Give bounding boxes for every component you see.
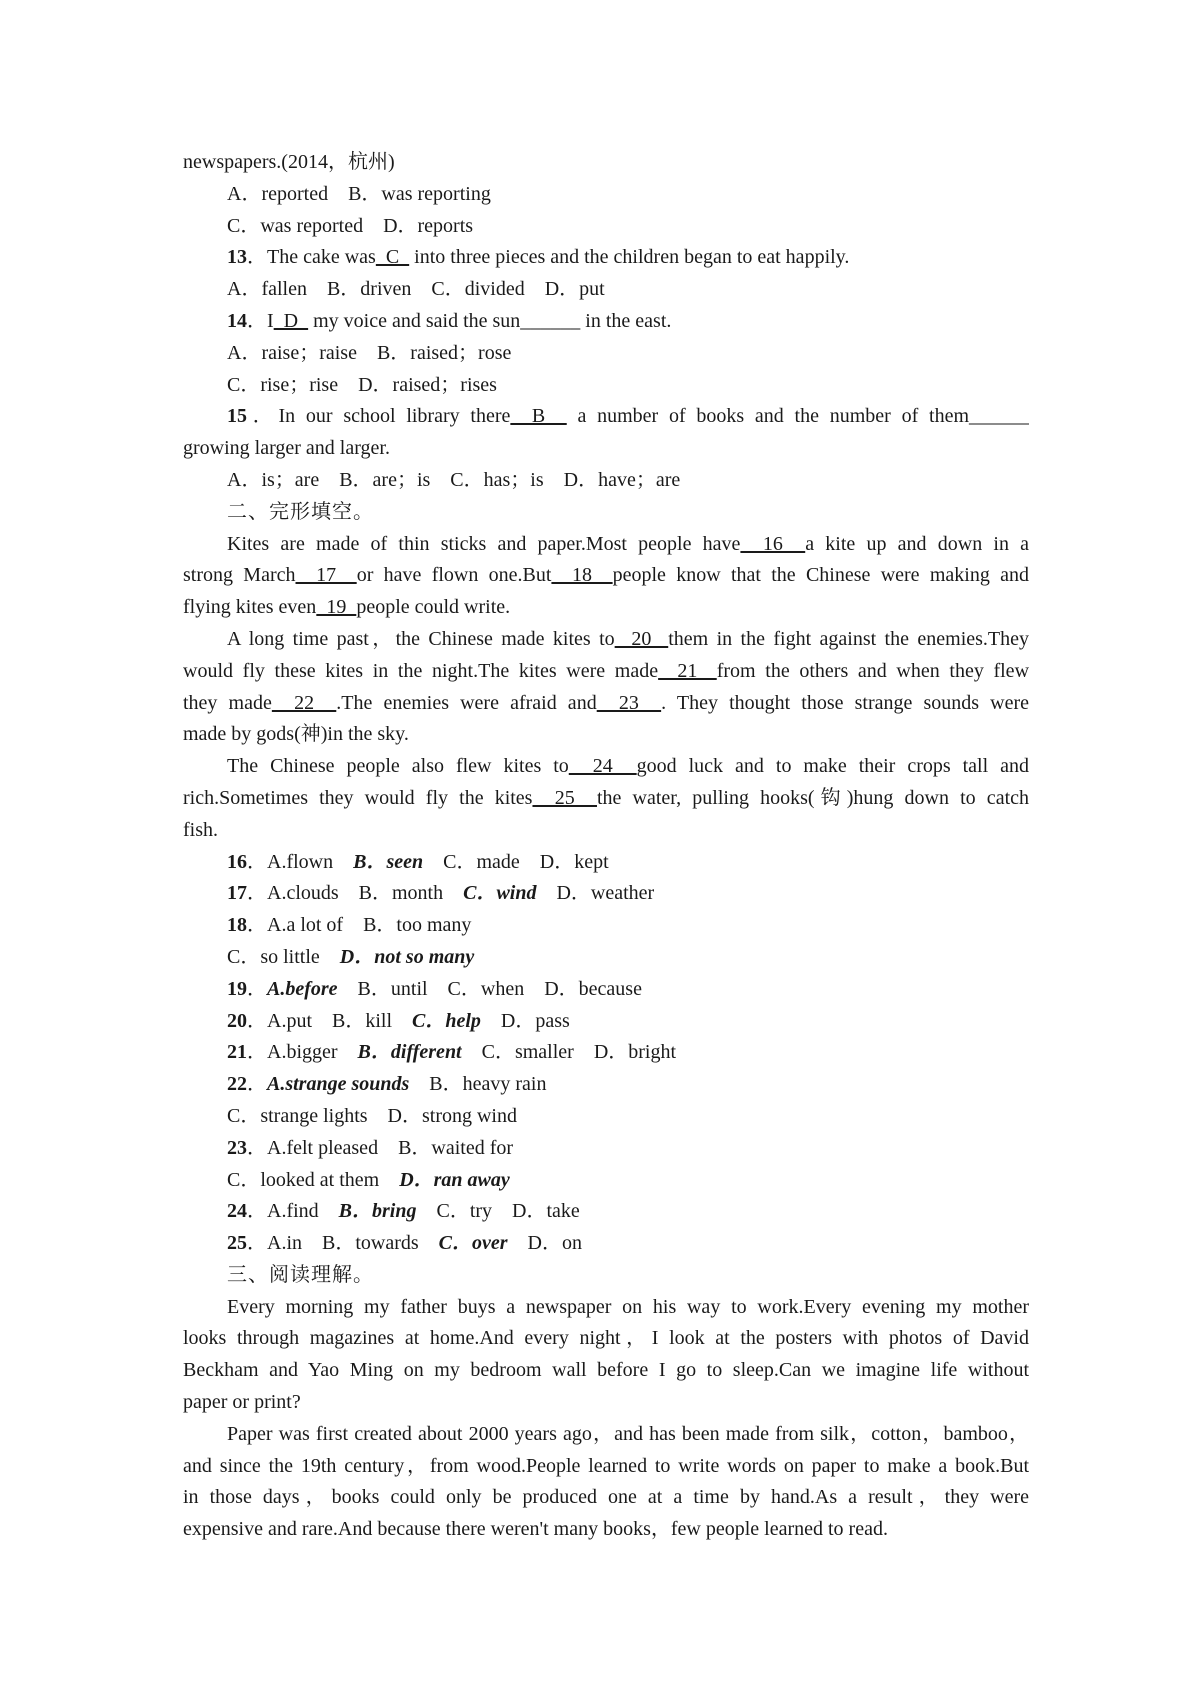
answer-choice: A.strange sounds	[267, 1073, 410, 1096]
text-line: growing larger and larger.	[183, 437, 390, 460]
text-line: Paper was first created about 2000 years ago，and has been made from silk，cotton，bamboo，	[227, 1422, 1029, 1445]
text-line: 25．A.in B．towards C．over D．on	[227, 1232, 583, 1255]
text-line: would fly these kites in the night.The kites were made 21 from the others and when they flew	[183, 659, 1029, 682]
answer-blank: C	[375, 246, 410, 269]
text-line: 16．A.flown B．seen C．made D．kept	[227, 850, 609, 873]
text-line: 17．A.clouds B．month C．wind D．weather	[227, 882, 655, 905]
text-line: C．looked at them D．ran away	[227, 1168, 510, 1191]
text-line: and since the 19th century，from wood.People learned to write words on paper to make a book.But	[183, 1454, 1029, 1477]
answer-choice: B．seen	[353, 850, 424, 873]
question-number: 15	[227, 405, 247, 428]
text-line: Kites are made of thin sticks and paper.Most people have 16 a kite up and down in a	[227, 532, 1029, 555]
text-line: in those days，books could only be produced one at a time by hand.As a result，they were	[183, 1486, 1029, 1509]
question-number: 14	[227, 309, 247, 332]
question-number: 19	[227, 977, 247, 1000]
answer-choice: C．wind	[463, 882, 537, 905]
text-line: rich.Sometimes they would fly the kites 25 the water, pulling hooks(钩)hung down to catch	[183, 786, 1029, 809]
question-number: 16	[227, 850, 247, 873]
question-number: 22	[227, 1073, 247, 1096]
text-line: A．fallen B．driven C．divided D．put	[227, 278, 605, 301]
question-number: 20	[227, 1009, 247, 1032]
text-line: 20．A.put B．kill C．help D．pass	[227, 1009, 570, 1032]
answer-choice: C．over	[438, 1232, 508, 1255]
text-line: C．so little D．not so many	[227, 945, 475, 968]
question-number: 24	[227, 1200, 247, 1223]
text-line: The Chinese people also flew kites to 24 good luck and to make their crops tall and	[227, 755, 1029, 778]
section-heading: 二、完形填空。	[227, 500, 374, 523]
text-line: strong March 17 or have flown one.But 18 people know that the Chinese were making and	[183, 564, 1029, 587]
text-line: 18．A.a lot of B．too many	[227, 914, 472, 937]
question-number: 13	[227, 246, 247, 269]
text-line: 21．A.bigger B．different C．smaller D．bright	[227, 1041, 677, 1064]
answer-blank: D	[273, 309, 309, 332]
text-line: A long time past，the Chinese made kites to 20 them in the fight against the enemies.They	[227, 627, 1029, 650]
document-body	[183, 147, 1029, 1546]
text-line: Every morning my father buys a newspaper on his way to work.Every evening my mother	[227, 1295, 1029, 1318]
answer-choice: C．help	[412, 1009, 481, 1032]
answer-choice: B．bring	[338, 1200, 417, 1223]
text-line: fish.	[183, 818, 218, 841]
text-line: C．strange lights D．strong wind	[227, 1104, 517, 1127]
answer-blank: 18	[551, 564, 613, 587]
text-line: newspapers.(2014，杭州)	[183, 151, 395, 173]
text-line: C．was reported D．reports	[227, 214, 474, 237]
answer-blank: B	[510, 405, 567, 428]
answer-blank: 22	[271, 691, 337, 714]
answer-choice: A.before	[267, 977, 338, 1000]
text-line: paper or print?	[183, 1391, 301, 1414]
answer-blank: 25	[532, 786, 597, 809]
text-line: they made 22 .The enemies were afraid and 23 . They thought those strange sounds were	[183, 691, 1029, 714]
text-line: 14．I D my voice and said the sun______ in the east.	[227, 309, 672, 332]
text-line: 23．A.felt pleased B．waited for	[227, 1136, 514, 1159]
answer-blank: 19	[316, 596, 357, 619]
text-line: 13．The cake was C into three pieces and the children began to eat happily.	[227, 246, 850, 269]
text-line: looks through magazines at home.And every night，I look at the posters with photos of David	[183, 1327, 1029, 1350]
text-line: 15．In our school library there B a number of books and the number of them______	[227, 405, 1029, 428]
answer-blank: 23	[596, 691, 662, 714]
text-line: C．rise；rise D．raised；rises	[227, 373, 497, 396]
text-line: 22．A.strange sounds B．heavy rain	[227, 1073, 547, 1096]
answer-blank: 21	[658, 659, 717, 682]
text-line: expensive and rare.And because there weren't many books，few people learned to read.	[183, 1518, 888, 1541]
answer-blank: 24	[568, 755, 637, 778]
text-line: made by gods(神)in the sky.	[183, 723, 409, 746]
question-number: 25	[227, 1232, 247, 1255]
answer-choice: B．different	[357, 1041, 462, 1064]
question-number: 17	[227, 882, 247, 905]
text-line: flying kites even 19 people could write.	[183, 596, 511, 619]
question-number: 18	[227, 914, 247, 937]
question-number: 21	[227, 1041, 247, 1064]
section-heading: 三、阅读理解。	[227, 1263, 374, 1286]
answer-blank: 16	[740, 532, 806, 555]
answer-blank: 17	[295, 564, 357, 587]
text-line: A．is；are B．are；is C．has；is D．have；are	[227, 468, 681, 491]
text-line: 24．A.find B．bring C．try D．take	[227, 1200, 580, 1223]
text-line: A．reported B．was reporting	[227, 182, 491, 205]
answer-choice: D．not so many	[339, 945, 475, 968]
text-line: A．raise；raise B．raised；rose	[227, 341, 512, 364]
question-number: 23	[227, 1136, 247, 1159]
text-line: 19．A.before B．until C．when D．because	[227, 977, 642, 1000]
answer-blank: 20	[614, 627, 669, 650]
text-line: Beckham and Yao Ming on my bedroom wall before I go to sleep.Can we imagine life without	[183, 1359, 1029, 1382]
answer-choice: D．ran away	[399, 1168, 510, 1191]
